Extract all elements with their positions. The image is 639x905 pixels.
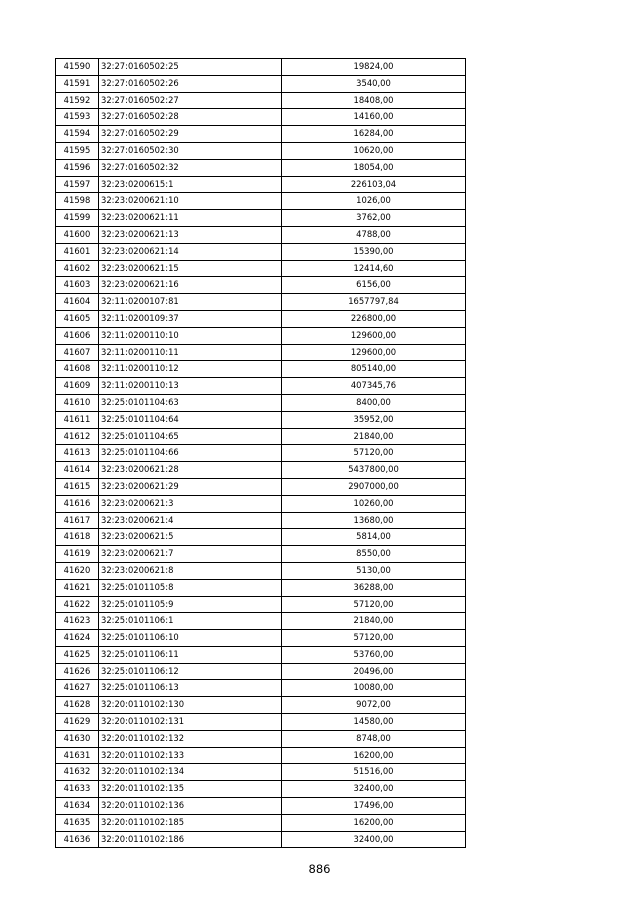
value-cell: 21840,00 [282, 613, 466, 630]
table-row [56, 378, 466, 395]
value-cell: 14580,00 [282, 714, 466, 731]
table-row [56, 831, 466, 848]
table-row [56, 126, 466, 143]
cadastral-number-cell: 32:25:0101105:8 [99, 579, 282, 596]
value-cell: 8400,00 [282, 394, 466, 411]
cadastral-number-cell: 32:23:0200621:11 [99, 210, 282, 227]
cadastral-number-cell: 32:23:0200621:29 [99, 478, 282, 495]
row-number-cell: 41605 [56, 310, 99, 327]
cadastral-number-cell: 32:23:0200621:8 [99, 562, 282, 579]
row-number-cell: 41590 [56, 59, 99, 76]
cadastral-number-cell: 32:23:0200621:10 [99, 193, 282, 210]
table-row [56, 361, 466, 378]
value-cell: 10620,00 [282, 142, 466, 159]
value-cell: 12414,60 [282, 260, 466, 277]
cadastral-value-table [55, 58, 466, 848]
row-number-cell: 41617 [56, 512, 99, 529]
table-row [56, 562, 466, 579]
cadastral-number-cell: 32:23:0200615:1 [99, 176, 282, 193]
cadastral-number-cell: 32:23:0200621:7 [99, 546, 282, 563]
value-cell: 21840,00 [282, 428, 466, 445]
cadastral-number-cell: 32:20:0110102:136 [99, 798, 282, 815]
row-number-cell: 41622 [56, 596, 99, 613]
row-number-cell: 41630 [56, 730, 99, 747]
value-cell: 8748,00 [282, 730, 466, 747]
cadastral-number-cell: 32:27:0160502:30 [99, 142, 282, 159]
cadastral-number-cell: 32:20:0110102:133 [99, 747, 282, 764]
table-row [56, 243, 466, 260]
row-number-cell: 41627 [56, 680, 99, 697]
table-row [56, 630, 466, 647]
table-body [56, 59, 466, 848]
table-row [56, 294, 466, 311]
cadastral-number-cell: 32:25:0101106:12 [99, 663, 282, 680]
row-number-cell: 41607 [56, 344, 99, 361]
row-number-cell: 41614 [56, 462, 99, 479]
value-cell: 14160,00 [282, 109, 466, 126]
row-number-cell: 41601 [56, 243, 99, 260]
row-number-cell: 41591 [56, 75, 99, 92]
table-row [56, 697, 466, 714]
value-cell: 805140,00 [282, 361, 466, 378]
table-row [56, 109, 466, 126]
table-row [56, 596, 466, 613]
table-row [56, 210, 466, 227]
table-row [56, 798, 466, 815]
cadastral-number-cell: 32:25:0101106:1 [99, 613, 282, 630]
value-cell: 226800,00 [282, 310, 466, 327]
value-cell: 1026,00 [282, 193, 466, 210]
value-cell: 16200,00 [282, 814, 466, 831]
row-number-cell: 41597 [56, 176, 99, 193]
cadastral-number-cell: 32:23:0200621:13 [99, 226, 282, 243]
page-number: 886 [308, 862, 331, 876]
value-cell: 35952,00 [282, 411, 466, 428]
row-number-cell: 41595 [56, 142, 99, 159]
value-cell: 8550,00 [282, 546, 466, 563]
row-number-cell: 41612 [56, 428, 99, 445]
table-row [56, 730, 466, 747]
table-row [56, 75, 466, 92]
cadastral-number-cell: 32:11:0200110:13 [99, 378, 282, 395]
cadastral-number-cell: 32:23:0200621:3 [99, 495, 282, 512]
table-row [56, 428, 466, 445]
cadastral-number-cell: 32:11:0200110:12 [99, 361, 282, 378]
table-row [56, 142, 466, 159]
cadastral-number-cell: 32:27:0160502:29 [99, 126, 282, 143]
cadastral-number-cell: 32:23:0200621:5 [99, 529, 282, 546]
value-cell: 13680,00 [282, 512, 466, 529]
row-number-cell: 41628 [56, 697, 99, 714]
row-number-cell: 41615 [56, 478, 99, 495]
row-number-cell: 41599 [56, 210, 99, 227]
cadastral-number-cell: 32:23:0200621:15 [99, 260, 282, 277]
cadastral-number-cell: 32:20:0110102:186 [99, 831, 282, 848]
table-row [56, 764, 466, 781]
table-row [56, 546, 466, 563]
cadastral-number-cell: 32:23:0200621:16 [99, 277, 282, 294]
value-cell: 3762,00 [282, 210, 466, 227]
value-cell: 129600,00 [282, 327, 466, 344]
row-number-cell: 41616 [56, 495, 99, 512]
table-row [56, 310, 466, 327]
cadastral-number-cell: 32:20:0110102:132 [99, 730, 282, 747]
cadastral-number-cell: 32:25:0101104:65 [99, 428, 282, 445]
cadastral-number-cell: 32:27:0160502:32 [99, 159, 282, 176]
table-row [56, 529, 466, 546]
cadastral-number-cell: 32:27:0160502:26 [99, 75, 282, 92]
cadastral-number-cell: 32:25:0101106:10 [99, 630, 282, 647]
value-cell: 32400,00 [282, 781, 466, 798]
value-cell: 32400,00 [282, 831, 466, 848]
value-cell: 4788,00 [282, 226, 466, 243]
table-row [56, 495, 466, 512]
value-cell: 6156,00 [282, 277, 466, 294]
cadastral-number-cell: 32:20:0110102:131 [99, 714, 282, 731]
value-cell: 51516,00 [282, 764, 466, 781]
row-number-cell: 41598 [56, 193, 99, 210]
table-row [56, 663, 466, 680]
table-row [56, 277, 466, 294]
cadastral-number-cell: 32:27:0160502:25 [99, 59, 282, 76]
row-number-cell: 41602 [56, 260, 99, 277]
cadastral-number-cell: 32:25:0101106:11 [99, 646, 282, 663]
table-row [56, 646, 466, 663]
value-cell: 5814,00 [282, 529, 466, 546]
row-number-cell: 41610 [56, 394, 99, 411]
value-cell: 19824,00 [282, 59, 466, 76]
row-number-cell: 41634 [56, 798, 99, 815]
cadastral-number-cell: 32:20:0110102:134 [99, 764, 282, 781]
row-number-cell: 41623 [56, 613, 99, 630]
row-number-cell: 41632 [56, 764, 99, 781]
cadastral-number-cell: 32:11:0200110:10 [99, 327, 282, 344]
row-number-cell: 41596 [56, 159, 99, 176]
row-number-cell: 41620 [56, 562, 99, 579]
row-number-cell: 41611 [56, 411, 99, 428]
cadastral-number-cell: 32:23:0200621:14 [99, 243, 282, 260]
cadastral-number-cell: 32:25:0101104:63 [99, 394, 282, 411]
cadastral-number-cell: 32:20:0110102:135 [99, 781, 282, 798]
row-number-cell: 41625 [56, 646, 99, 663]
table-row [56, 327, 466, 344]
row-number-cell: 41626 [56, 663, 99, 680]
table-row [56, 176, 466, 193]
cadastral-number-cell: 32:11:0200109:37 [99, 310, 282, 327]
row-number-cell: 41606 [56, 327, 99, 344]
value-cell: 18054,00 [282, 159, 466, 176]
table-row [56, 579, 466, 596]
table-row [56, 478, 466, 495]
value-cell: 18408,00 [282, 92, 466, 109]
table-row [56, 92, 466, 109]
cadastral-number-cell: 32:27:0160502:27 [99, 92, 282, 109]
table-row [56, 394, 466, 411]
value-cell: 1657797,84 [282, 294, 466, 311]
value-cell: 57120,00 [282, 630, 466, 647]
table-row [56, 680, 466, 697]
value-cell: 16200,00 [282, 747, 466, 764]
cadastral-number-cell: 32:11:0200110:11 [99, 344, 282, 361]
row-number-cell: 41600 [56, 226, 99, 243]
value-cell: 53760,00 [282, 646, 466, 663]
row-number-cell: 41631 [56, 747, 99, 764]
row-number-cell: 41635 [56, 814, 99, 831]
cadastral-number-cell: 32:25:0101105:9 [99, 596, 282, 613]
cadastral-number-cell: 32:23:0200621:28 [99, 462, 282, 479]
value-cell: 129600,00 [282, 344, 466, 361]
table-row [56, 714, 466, 731]
table-row [56, 814, 466, 831]
row-number-cell: 41608 [56, 361, 99, 378]
row-number-cell: 41618 [56, 529, 99, 546]
value-cell: 16284,00 [282, 126, 466, 143]
value-cell: 36288,00 [282, 579, 466, 596]
row-number-cell: 41621 [56, 579, 99, 596]
value-cell: 57120,00 [282, 596, 466, 613]
table-row [56, 193, 466, 210]
cadastral-number-cell: 32:25:0101106:13 [99, 680, 282, 697]
table-row [56, 226, 466, 243]
row-number-cell: 41633 [56, 781, 99, 798]
row-number-cell: 41593 [56, 109, 99, 126]
cadastral-number-cell: 32:20:0110102:130 [99, 697, 282, 714]
value-cell: 5437800,00 [282, 462, 466, 479]
cadastral-number-cell: 32:23:0200621:4 [99, 512, 282, 529]
value-cell: 10260,00 [282, 495, 466, 512]
row-number-cell: 41636 [56, 831, 99, 848]
row-number-cell: 41604 [56, 294, 99, 311]
cadastral-number-cell: 32:25:0101104:64 [99, 411, 282, 428]
cadastral-number-cell: 32:11:0200107:81 [99, 294, 282, 311]
table-row [56, 747, 466, 764]
table-row [56, 344, 466, 361]
value-cell: 3540,00 [282, 75, 466, 92]
value-cell: 15390,00 [282, 243, 466, 260]
row-number-cell: 41603 [56, 277, 99, 294]
table-row [56, 781, 466, 798]
value-cell: 226103,04 [282, 176, 466, 193]
row-number-cell: 41594 [56, 126, 99, 143]
row-number-cell: 41619 [56, 546, 99, 563]
table-row [56, 613, 466, 630]
row-number-cell: 41629 [56, 714, 99, 731]
row-number-cell: 41613 [56, 445, 99, 462]
value-cell: 5130,00 [282, 562, 466, 579]
row-number-cell: 41624 [56, 630, 99, 647]
table-row [56, 260, 466, 277]
row-number-cell: 41609 [56, 378, 99, 395]
table-row [56, 59, 466, 76]
table-row [56, 445, 466, 462]
value-cell: 2907000,00 [282, 478, 466, 495]
table-row [56, 159, 466, 176]
table-row [56, 512, 466, 529]
cadastral-number-cell: 32:20:0110102:185 [99, 814, 282, 831]
value-cell: 20496,00 [282, 663, 466, 680]
value-cell: 10080,00 [282, 680, 466, 697]
cadastral-number-cell: 32:27:0160502:28 [99, 109, 282, 126]
value-cell: 17496,00 [282, 798, 466, 815]
value-cell: 57120,00 [282, 445, 466, 462]
cadastral-number-cell: 32:25:0101104:66 [99, 445, 282, 462]
row-number-cell: 41592 [56, 92, 99, 109]
value-cell: 407345,76 [282, 378, 466, 395]
value-cell: 9072,00 [282, 697, 466, 714]
table-row [56, 411, 466, 428]
table-row [56, 462, 466, 479]
